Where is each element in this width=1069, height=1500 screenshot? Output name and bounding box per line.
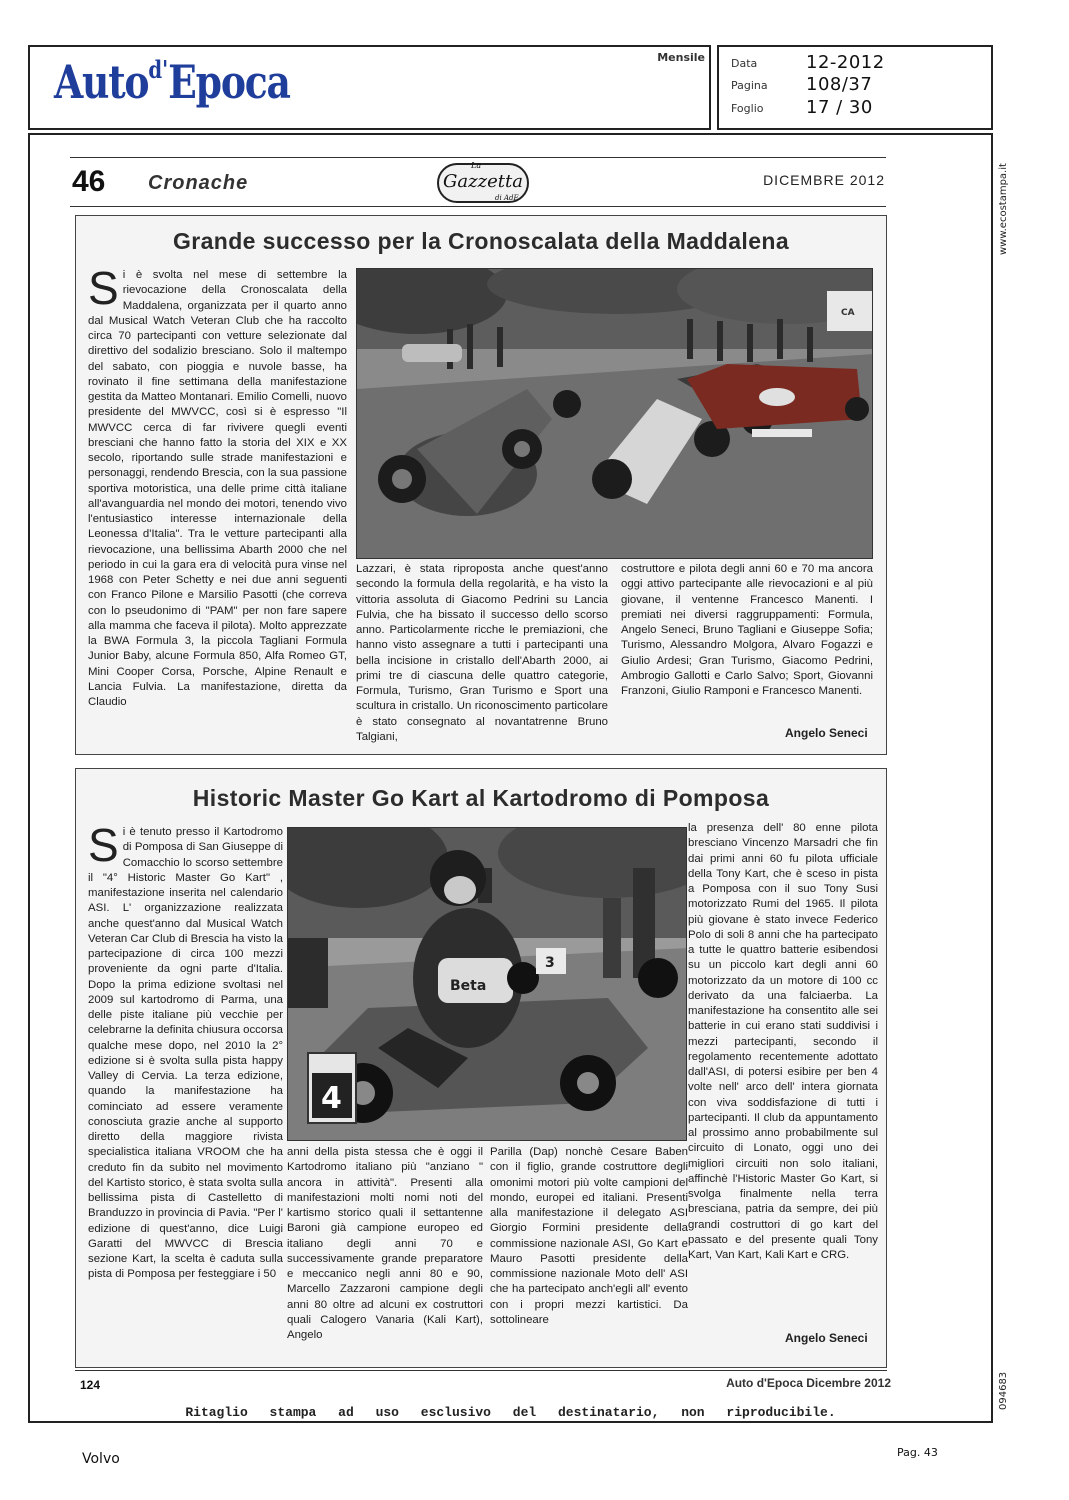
photo-go-kart (287, 827, 687, 1141)
article-column-2 (356, 562, 608, 750)
article-column-3 (490, 1145, 688, 1357)
article-text: i è svolta nel mese di settembre la rievocazione della Cronoscalata della Maddalena, organizzata per il quarto anno dal Musical Watch Veteran Club che ha raccolto circa 70 partecipanti con vetture selezionate dal direttivo del sodalizio bresciano. Solo il maltempo del sabato, con pioggia e nuvole basse, ha rovinato il fine settimana della manifestazione gestita da Matteo Montanari. Emilio Comelli, nuovo presidente del MWVCC, così si è espresso "Il MWVCC cerca di far rivivere quegli eventi bresciani che hanno fatto la storia del XIX e XX secolo, riportando sulle strade manifestazioni e personaggi, rendendo Brescia, con la sua passione sportiva motoristica, una delle prime città italiane all'avanguardia nel mondo dei motori, tenendo vivo l'entusiastico interesse internazionale della Leonessa d'Italia". Tra le vetture partecipanti alla rievocazione, una bellissima Abarth 2000 che nel periodo in cui la gara era di velocità pura vinse nel 1968 con Peter Schetty e nei due anni seguenti con Franco Pilone e Marsilio Pasotti (che correva con lo pseudonimo di "PAM" per non fare sapere alla mamma che faceva il pilota). Molto apprezzate la BWA Formula 3, la piccola Tagliani Formula Junior Baby, alcune Formula 850, Alfa Romeo GT, Mini Cooper Corsa, Porsche, Alpine Renault e Lancia Fulvia. La manifestazione, diretta da Claudio (88, 269, 347, 708)
page-row (731, 74, 873, 95)
author: Angelo Seneci (785, 1331, 868, 1345)
article-column-1 (88, 268, 347, 750)
date-label: Data (731, 57, 758, 70)
sheet-value: 17 / 30 (806, 97, 873, 118)
kart-brand: Beta (450, 978, 487, 994)
magazine-footer-title: Auto d'Epoca Dicembre 2012 (726, 1376, 891, 1390)
article-text: la presenza dell' 80 enne pilota bresciano Vincenzo Marsadri che fin dai primi anni 60 fu pilota ufficiale della Tony Kart, che è sceso in pista a Pomposa con il suo Tony Susi motorizzato Rumi del 1965. Il pilota più giovane è stato invece Federico Polo di soli 8 anni che ha partecipato a tutte le quattro batterie esibendosi su un piccolo kart degli anni 60 motorizzato da un motore di 100 cc derivato da una falciaerba. La manifestazione ha consentito alle sei batterie in cui erano stati suddivisi i mezzi partecipanti, secondo il regolamento recentemente adottato dall'ASI, di potersi esibire per ben 4 volte nell' arco dell' intera giornata con viva soddisfazione di tutti i partecipanti. Il club da appuntamento al prossimo anno probabilmente sul circuito di Lonato, oggi uno dei migliori circuiti non solo italiani, affinchè l'Historic Master Go Kart, si svolga finalmente nella terra bresciana, patria da sempre, dei più grandi costruttori di go kart del passato e del presente quali Tony Kart, Van Kart, Kali Kart e CRG. (688, 822, 878, 1261)
date-value: 12-2012 (806, 52, 885, 73)
gazzetta-badge (437, 163, 529, 203)
article-column-2 (287, 1145, 483, 1357)
clipping-page-ref: Pag. 43 (897, 1446, 938, 1459)
gazzetta-badge-top: La (471, 161, 482, 170)
issue-date: DICEMBRE 2012 (763, 172, 885, 188)
clipping-meta-box (717, 45, 993, 130)
client-name: Volvo (82, 1451, 120, 1467)
magazine-footer-page: 124 (80, 1378, 101, 1392)
article-go-kart (75, 768, 887, 1368)
article-column-1 (88, 825, 283, 1357)
banner-sign: CA (841, 308, 855, 318)
header-rule (70, 206, 886, 207)
clipping-disclaimer: Ritaglio stampa ad uso esclusivo del destinatario, non riproducibile. (185, 1405, 836, 1420)
kart-number: 4 (321, 1081, 342, 1116)
dropcap: S (88, 825, 119, 871)
page-label: Pagina (731, 79, 768, 92)
article-column-3 (621, 562, 873, 722)
page-value: 108/37 (806, 74, 873, 95)
sheet-row (731, 97, 873, 118)
article-column-4 (688, 821, 878, 1309)
magazine-page-number: 46 (72, 165, 106, 198)
kart-number-small: 3 (545, 955, 555, 971)
sheet-label: Foglio (731, 102, 764, 115)
section-title: Cronache (148, 172, 249, 194)
article-text: i è tenuto presso il Kartodromo di Pomposa di San Giuseppe di Comacchio lo scorso settembre il "4° Historic Master Go Kart" , manifestazione inserita nel calendario ASI. L' organizzazione realizzata anche quest'anno dal Musical Watch Veteran Car Club di Brescia ha visto la partecipazione di circa 100 mezzi proveniente da ogni parte d'Italia. Dopo la prima edizione svoltasi nel 2009 sul kartodromo di Parma, una delle piste italiane più vecchie per celebrarne la definita chiusura occorsa qualche mese dopo, nel 2010 la 2° edizione si è svolta sulla pista happy Valley di Cervia. La terza edizione, quando la manifestazione ha cominciato ad essere veramente conosciuta grazie anche al supporto diretto della maggiore rivista specialistica italiana VROOM che ha creduto fin da subito nel movimento del Kartisto storico, è stata svolta sulla bellissima pista di Castelletto di Branduzzo in provincia di Pavia. "Per l' edizione di quest'anno, dice Luigi Garatti del MWVCC di Brescia sezione Kart, la scelta è caduta sulla pista di Pomposa per festeggiare i 50 (88, 826, 283, 1281)
article-text: Lazzari, è stata riproposta anche quest'anno secondo la formula della regolarità, e ha visto la vittoria assoluta di Giacomo Pedrini su Lancia Fulvia, che ha bissato il successo dello scorso anno. Particolarmente ricche le premiazioni, che hanno visto assegnare a tutti i partecipanti una bella incisione in cristallo dell'Abarth 2000, ai primi tre di ciascuna delle quattro categorie, Formula, Turismo, Gran Turismo e Sport una scultura in cristallo. Un riconoscimento particolare è stato consegnato al novantatrenne Bruno Talgiani, (356, 563, 608, 743)
author: Angelo Seneci (785, 726, 868, 740)
article-title: Grande successo per la Cronoscalata della Maddalena (172, 228, 790, 254)
date-row (731, 52, 885, 73)
gazzetta-badge-sub: di AdE (495, 194, 519, 202)
auto-depoca-logo: Auto$^{d'}$Epoca (54, 55, 290, 109)
side-url: www.ecostampa.it (998, 163, 1009, 255)
periodicity-label: Mensile (657, 51, 705, 64)
article-text: anni della pista stessa che è oggi il Kartodromo italiano più "anziano " ancora in attività". Presenti alla manifestazioni molti nomi noti del kartismo storico quali il settantenne Baroni già campione europeo ed italiano degli anni 70 e successivamente grande preparatore e meccanico negli anni 80 e 90, Marcello Zazzaroni campione degli anni 80 oltre ad alcuni ex costruttori quali Calogero Vanaria (Kali Kart), Angelo (287, 1146, 483, 1341)
dropcap: S (88, 268, 119, 314)
article-title: Historic Master Go Kart al Kartodromo di Pomposa (192, 785, 770, 811)
footer-rule (75, 1370, 887, 1371)
article-text: Parilla (Dap) nonchè Cesare Baben con il figlio, grande costruttore degli omonimi motori più volte campioni del mondo, europei ed italiani. Presenti alla manifestazione il delegato ASI Giorgio Formini presidente della commissione nazionale ASI, Go Kart e Mauro Pasotti presidente della commissione nazionale Moto dell' ASI che ha partecipato anch'egli all' evento con i propri mezzi kartistici. Da sottolineare (490, 1146, 688, 1326)
gazzetta-badge-text: Gazzetta (443, 171, 523, 192)
article-maddalena (75, 215, 887, 755)
magazine-footer-issue: Dicembre 2012 (806, 1376, 891, 1390)
photo-race-cars (356, 268, 873, 559)
masthead-box (28, 45, 711, 130)
article-text: costruttore e pilota degli anni 60 e 70 ma ancora oggi attivo partecipante alle rievocazioni e al più giovane, il ventenne Francesco Manenti. I premiati nei diversi raggruppamenti: Formula, Angelo Seneci, Bruno Tagliani e Giuseppe Sofia; Turismo, Alessandro Molgora, Alvaro Fogazzi e Giulio Ardesi; Gran Turismo, Giacomo Pedrini, Ambrogio Gallotti e Carlo Salvo; Sport, Giovanni Franzoni, Giulio Ramponi e Francesco Manenti. (621, 563, 873, 697)
top-rule (70, 157, 886, 158)
side-code: 094683 (998, 1371, 1009, 1410)
